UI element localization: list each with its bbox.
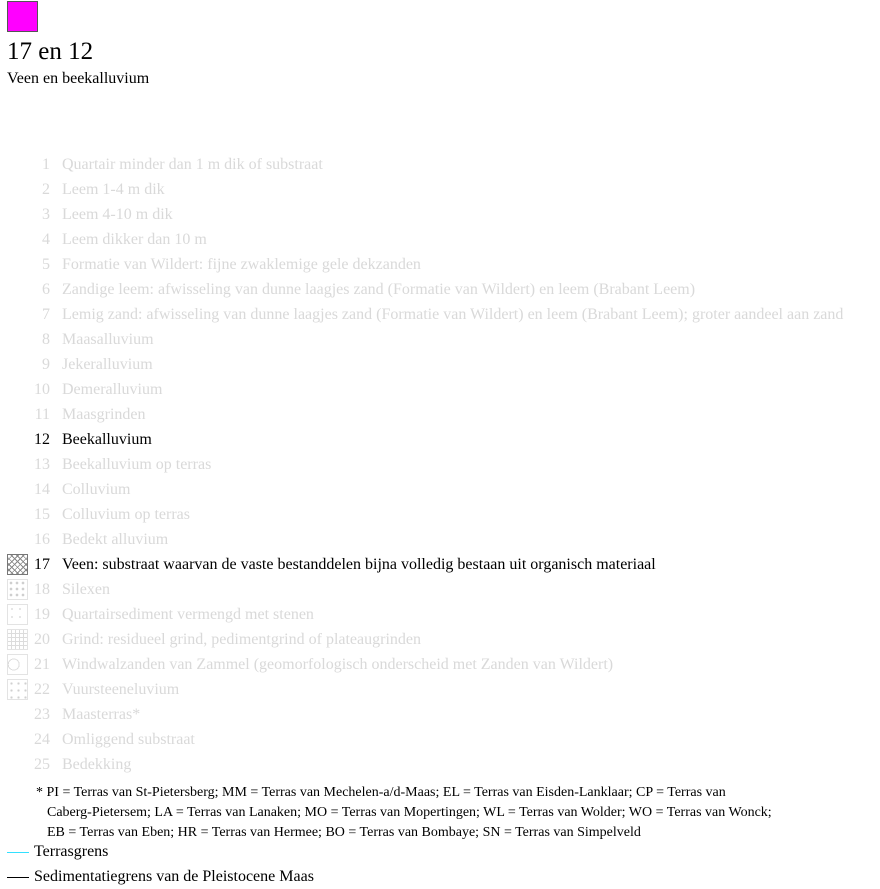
legend-item-label: Beekalluvium bbox=[62, 431, 152, 448]
legend-item-15 bbox=[0, 502, 880, 527]
legend-item-label: Leem dikker dan 10 m bbox=[62, 231, 207, 248]
legend-item-number: 5 bbox=[42, 256, 50, 273]
legend-item-18 bbox=[0, 577, 880, 602]
legend-item-6 bbox=[0, 277, 880, 302]
sedimentatiegrens-line-symbol bbox=[7, 877, 29, 878]
legend-item-label: Leem 4-10 m dik bbox=[62, 206, 173, 223]
legend-item-3 bbox=[0, 202, 880, 227]
legend-item-17 bbox=[0, 552, 880, 577]
legend-item-label: Silexen bbox=[62, 581, 110, 598]
legend-item-label: Leem 1-4 m dik bbox=[62, 181, 165, 198]
footnote-line: * PI = Terras van St-Pietersberg; MM = Terras van Mechelen-a/d-Maas; EL = Terras van Eisden-Lanklaar; CP = Terras van bbox=[36, 785, 726, 800]
legend-item-label: Colluvium bbox=[62, 481, 131, 498]
line-legend-label: Sedimentatiegrens van de Pleistocene Maas bbox=[34, 868, 314, 885]
stenen-pattern-icon bbox=[7, 604, 28, 625]
legend-item-number: 23 bbox=[34, 706, 50, 723]
legend-item-4 bbox=[0, 227, 880, 252]
legend-item-16 bbox=[0, 527, 880, 552]
legend-item-23 bbox=[0, 702, 880, 727]
legend-item-number: 12 bbox=[34, 431, 50, 448]
map-unit-color-swatch bbox=[7, 1, 38, 32]
vuur-pattern-icon bbox=[7, 679, 28, 700]
legend-item-number: 2 bbox=[42, 181, 50, 198]
legend-item-number: 25 bbox=[34, 756, 50, 773]
legend-item-label: Maasgrinden bbox=[62, 406, 146, 423]
legend-item-12 bbox=[0, 427, 880, 452]
veen-pattern-icon bbox=[7, 554, 28, 575]
legend-item-label: Grind: residueel grind, pedimentgrind of plateaugrinden bbox=[62, 631, 422, 648]
legend-item-label: Maasalluvium bbox=[62, 331, 154, 348]
terrace-footnote bbox=[36, 783, 836, 843]
legend-item-number: 18 bbox=[34, 581, 50, 598]
legend-item-13 bbox=[0, 452, 880, 477]
legend-item-2 bbox=[0, 177, 880, 202]
legend-item-14 bbox=[0, 477, 880, 502]
legend-item-number: 16 bbox=[34, 531, 50, 548]
legend-item-number: 22 bbox=[34, 681, 50, 698]
legend-item-number: 24 bbox=[34, 731, 50, 748]
legend-item-label: Jekeralluvium bbox=[62, 356, 153, 373]
legend-item-11 bbox=[0, 402, 880, 427]
legend-item-number: 17 bbox=[34, 556, 50, 573]
grind-pattern-icon bbox=[7, 629, 28, 650]
legend-item-label: Colluvium op terras bbox=[62, 506, 190, 523]
legend-item-number: 6 bbox=[42, 281, 50, 298]
legend-item-label: Maasterras* bbox=[62, 706, 141, 723]
legend-item-number: 13 bbox=[34, 456, 50, 473]
legend-item-number: 20 bbox=[34, 631, 50, 648]
legend-item-number: 11 bbox=[34, 406, 50, 423]
legend-item-number: 9 bbox=[42, 356, 50, 373]
legend-item-number: 8 bbox=[42, 331, 50, 348]
legend-item-22 bbox=[0, 677, 880, 702]
legend-item-5 bbox=[0, 252, 880, 277]
legend-item-label: Demeralluvium bbox=[62, 381, 163, 398]
wind-pattern-icon bbox=[7, 654, 28, 675]
legend-item-number: 7 bbox=[42, 306, 50, 323]
legend-item-label: Quartairsediment vermengd met stenen bbox=[62, 606, 314, 623]
footnote-line: Caberg-Pietersem; LA = Terras van Lanaken; MO = Terras van Mopertingen; WL = Terras van Wolder; WO = Terras van Wonck; bbox=[47, 805, 772, 820]
legend-item-label: Beekalluvium op terras bbox=[62, 456, 212, 473]
legend-item-number: 15 bbox=[34, 506, 50, 523]
silex-pattern-icon bbox=[7, 579, 28, 600]
legend-item-8 bbox=[0, 327, 880, 352]
legend-item-10 bbox=[0, 377, 880, 402]
legend-item-label: Omliggend substraat bbox=[62, 731, 195, 748]
legend-item-label: Zandige leem: afwisseling van dunne laagjes zand (Formatie van Wildert) en leem (Brabant Leem) bbox=[62, 281, 696, 298]
legend-item-number: 14 bbox=[34, 481, 50, 498]
legend-item-25 bbox=[0, 752, 880, 777]
map-unit-code: 17 en 12 bbox=[7, 38, 94, 65]
legend-item-19 bbox=[0, 602, 880, 627]
legend-item-7 bbox=[0, 302, 880, 327]
legend-item-20 bbox=[0, 627, 880, 652]
legend-item-number: 1 bbox=[42, 156, 50, 173]
legend-item-1 bbox=[0, 152, 880, 177]
legend-list bbox=[0, 152, 880, 777]
legend-item-number: 4 bbox=[42, 231, 50, 248]
legend-item-number: 3 bbox=[42, 206, 50, 223]
legend-item-label: Veen: substraat waarvan de vaste bestanddelen bijna volledig bestaan uit organisch materiaal bbox=[62, 556, 656, 573]
terrasgrens-line-symbol bbox=[7, 852, 29, 853]
line-legend-label: Terrasgrens bbox=[34, 843, 109, 860]
legend-item-label: Windwalzanden van Zammel (geomorfologisch onderscheid met Zanden van Wildert) bbox=[62, 656, 614, 673]
legend-item-label: Quartair minder dan 1 m dik of substraat bbox=[62, 156, 323, 173]
legend-item-number: 19 bbox=[34, 606, 50, 623]
legend-item-label: Bedekking bbox=[62, 756, 132, 773]
legend-item-9 bbox=[0, 352, 880, 377]
legend-item-label: Bedekt alluvium bbox=[62, 531, 169, 548]
legend-item-number: 21 bbox=[34, 656, 50, 673]
legend-item-label: Vuursteeneluvium bbox=[62, 681, 180, 698]
legend-item-label: Lemig zand: afwisseling van dunne laagjes zand (Formatie van Wildert) en leem (Brabant Leem); groter aandeel aan zand bbox=[62, 306, 844, 323]
legend-item-24 bbox=[0, 727, 880, 752]
footnote-line: EB = Terras van Eben; HR = Terras van Hermee; BO = Terras van Bombaye; SN = Terras van Simpelveld bbox=[47, 825, 641, 840]
legend-item-21 bbox=[0, 652, 880, 677]
legend-item-number: 10 bbox=[34, 381, 50, 398]
map-unit-description: Veen en beekalluvium bbox=[7, 70, 150, 87]
legend-item-label: Formatie van Wildert: fijne zwaklemige gele dekzanden bbox=[62, 256, 421, 273]
